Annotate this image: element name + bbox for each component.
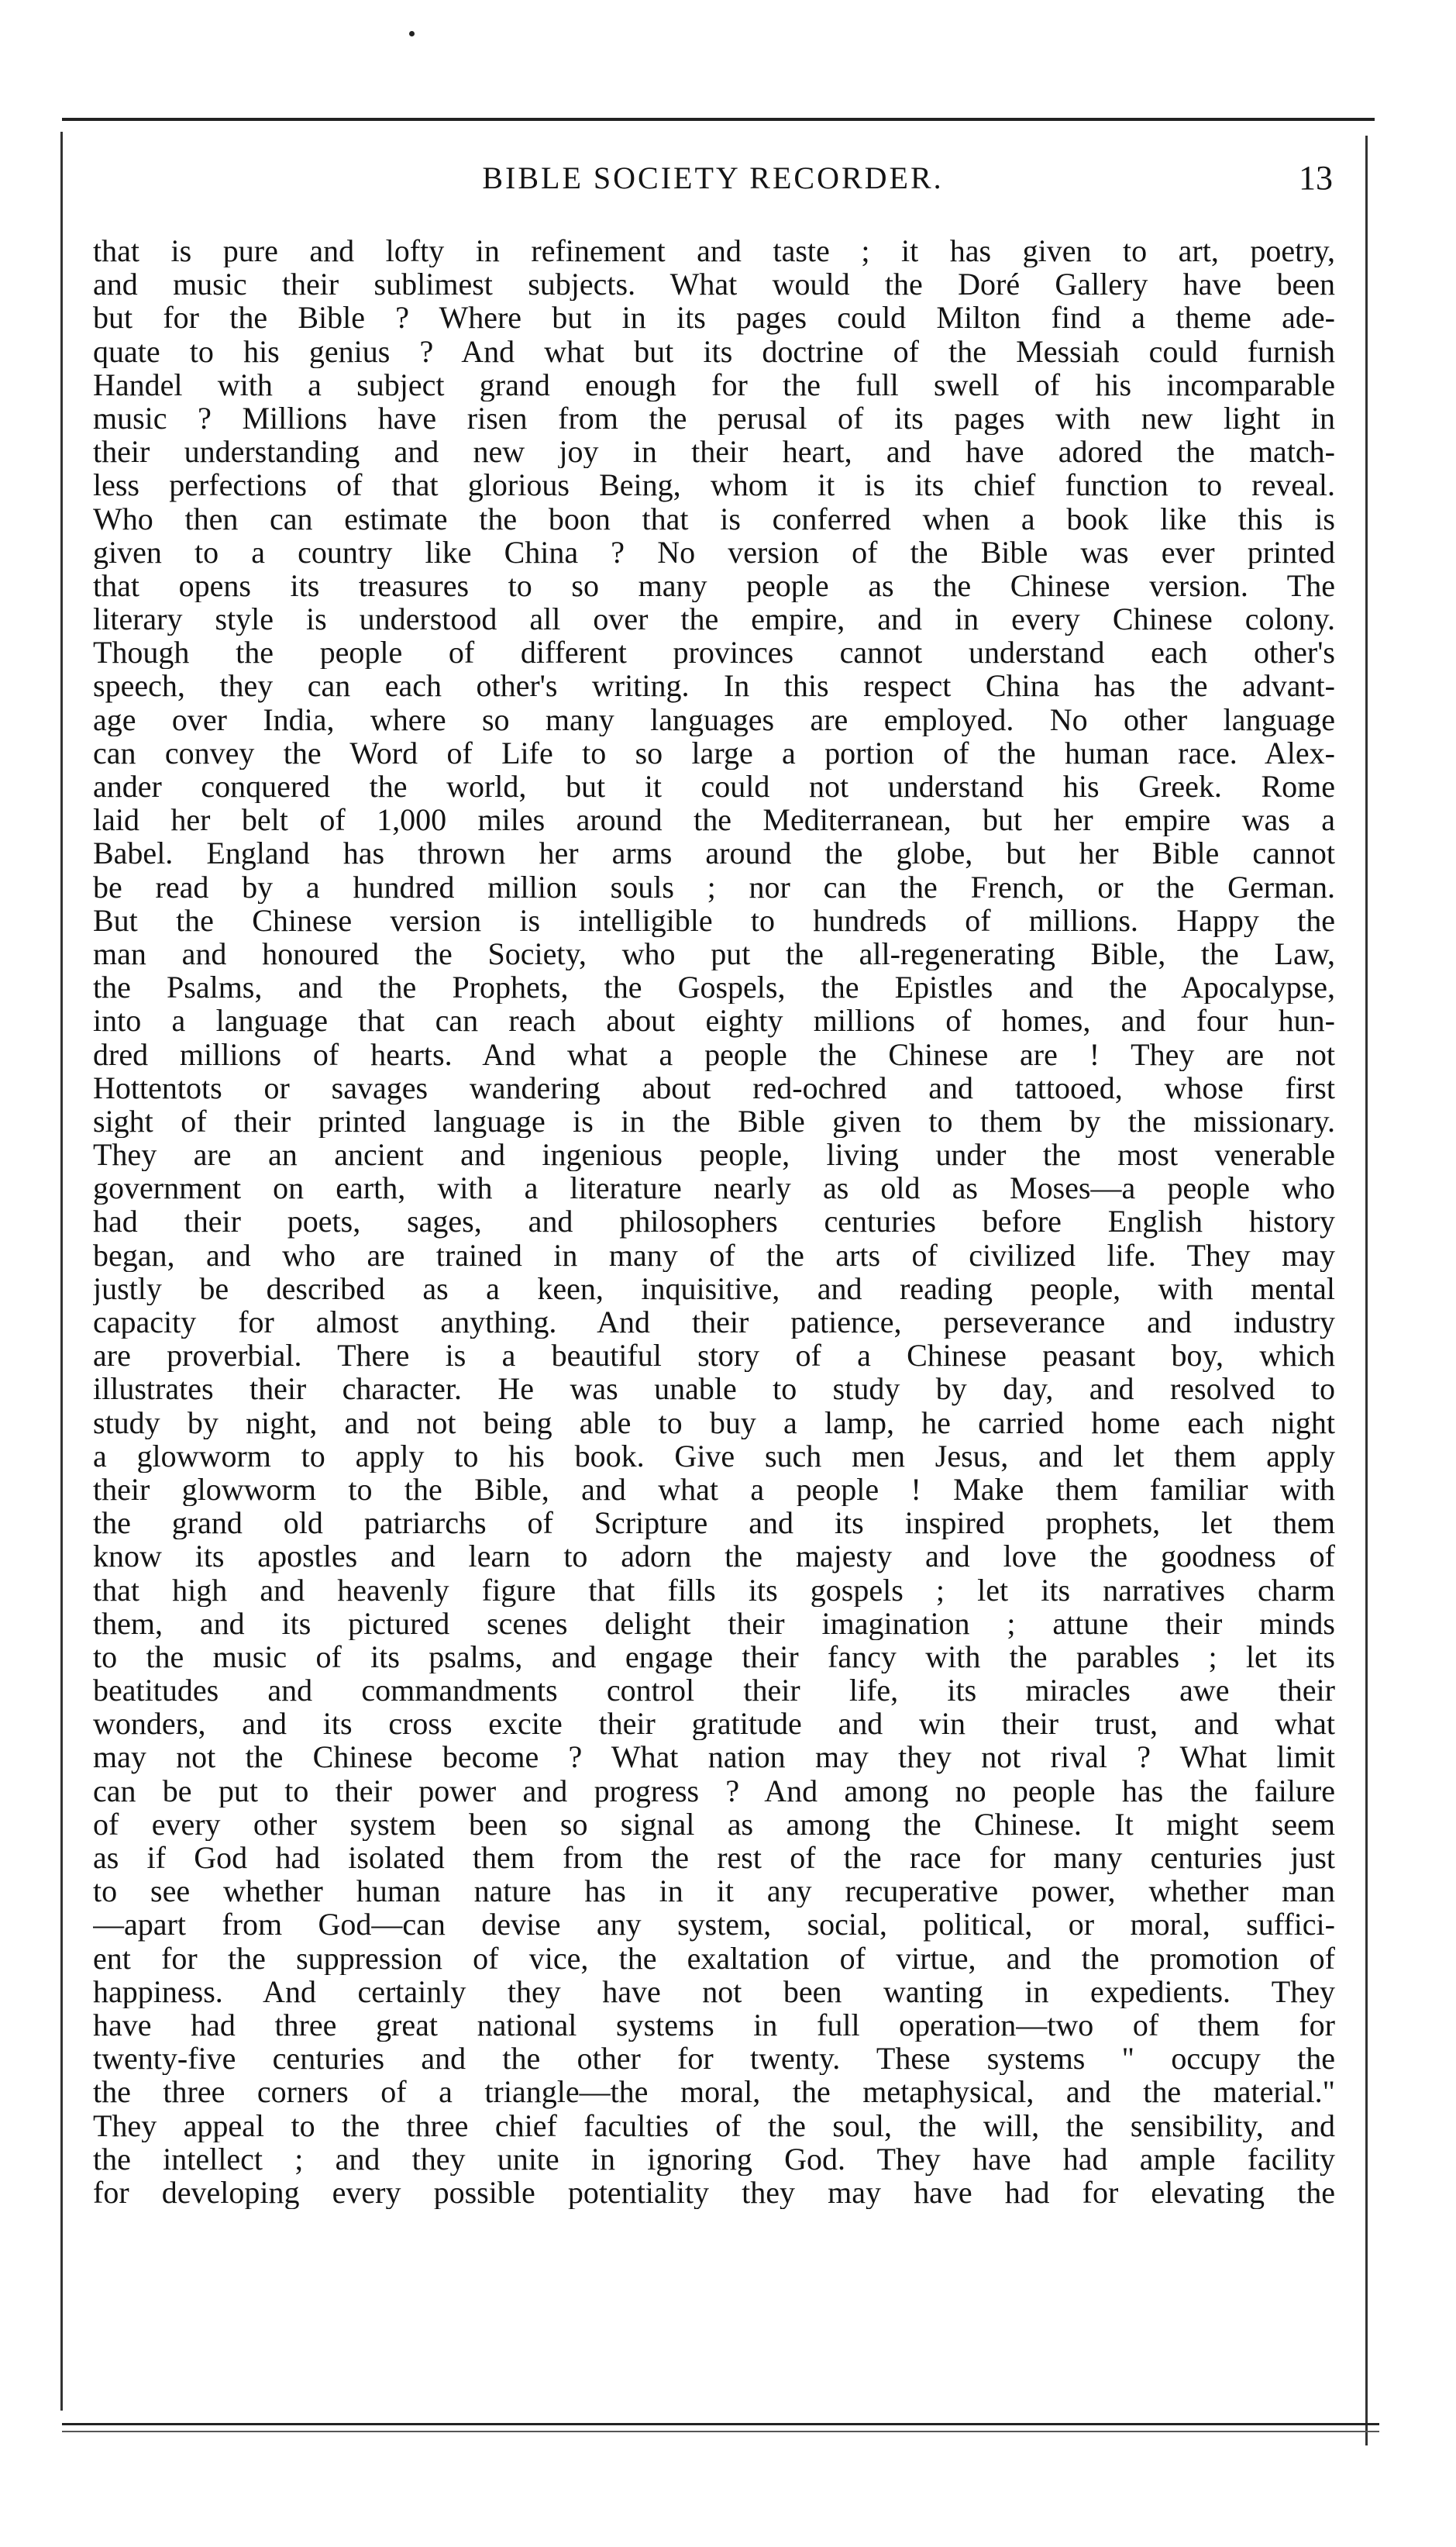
text-line: their understanding and new joy in their heart, and have adored the match- <box>93 435 1335 469</box>
text-line: —apart from God—can devise any system, social, political, or moral, suffici- <box>93 1908 1335 1942</box>
top-rule <box>62 118 1375 121</box>
text-line: for developing every possible potentiality they may have had for elevating the <box>93 2175 1335 2210</box>
speck-mark <box>409 31 415 36</box>
text-line: age over India, where so many languages are employed. No other language <box>93 702 1335 736</box>
text-line: twenty-five centuries and the other for twenty. These systems " occupy the <box>93 2042 1335 2076</box>
text-line: a glowworm to apply to his book. Give such men Jesus, and let them apply <box>93 1439 1335 1473</box>
text-line: Hottentots or savages wandering about red-ochred and tattooed, whose first <box>93 1070 1335 1105</box>
text-line: government on earth, with a literature nearly as old as Moses—a people who <box>93 1171 1335 1205</box>
text-line: capacity for almost anything. And their patience, perseverance and industry <box>93 1305 1335 1339</box>
text-line: happiness. And certainly they have not been wanting in expedients. They <box>93 1974 1335 2008</box>
text-line: and music their sublimest subjects. What would the Doré Gallery have been <box>93 267 1335 302</box>
text-line: but for the Bible ? Where but in its pages could Milton find a theme ade- <box>93 301 1335 335</box>
text-line: have had three great national systems in full operation—two of them for <box>93 2008 1335 2042</box>
text-line: Who then can estimate the boon that is conferred when a book like this is <box>93 501 1335 536</box>
text-line: Babel. England has thrown her arms around the globe, but her Bible cannot <box>93 836 1335 870</box>
text-line: ent for the suppression of vice, the exaltation of virtue, and the promotion of <box>93 1941 1335 1975</box>
text-line: the Psalms, and the Prophets, the Gospels, the Epistles and the Apocalypse, <box>93 970 1335 1005</box>
text-line: as if God had isolated them from the rest of the race for many centuries just <box>93 1841 1335 1875</box>
text-line: speech, they can each other's writing. In this respect China has the advant- <box>93 669 1335 703</box>
bottom-rule-secondary <box>62 2431 1379 2432</box>
page-number: 13 <box>1299 159 1333 197</box>
text-line: wonders, and its cross excite their gratitude and win their trust, and what <box>93 1707 1335 1741</box>
text-line: the three corners of a triangle—the moral, the metaphysical, and the material." <box>93 2075 1335 2109</box>
text-line: They are an ancient and ingenious people, living under the most venerable <box>93 1138 1335 1172</box>
text-line: began, and who are trained in many of the arts of civilized life. They may <box>93 1238 1335 1272</box>
text-line: literary style is understood all over the empire, and in every Chinese colony. <box>93 602 1335 636</box>
text-line: But the Chinese version is intelligible to hundreds of millions. Happy the <box>93 903 1335 937</box>
right-margin-rule <box>1365 136 1368 2445</box>
text-line: to see whether human nature has in it any recuperative power, whether man <box>93 1874 1335 1908</box>
text-line: that is pure and lofty in refinement and taste ; it has given to art, poetry, <box>93 234 1335 268</box>
text-line: less perfections of that glorious Being, whom it is its chief function to reveal. <box>93 468 1335 502</box>
running-head: BIBLE SOCIETY RECORDER. <box>482 160 944 195</box>
text-line: sight of their printed language is in the Bible given to them by the missionary. <box>93 1104 1335 1139</box>
text-line: study by night, and not being able to buy a lamp, he carried home each night <box>93 1405 1335 1439</box>
text-line: that high and heavenly figure that fills its gospels ; let its narratives charm <box>93 1573 1335 1607</box>
body-text <box>93 234 1335 2209</box>
text-line: ander conquered the world, but it could not understand his Greek. Rome <box>93 770 1335 804</box>
text-line: the grand old patriarchs of Scripture and its inspired prophets, let them <box>93 1506 1335 1540</box>
text-line: their glowworm to the Bible, and what a people ! Make them familiar with <box>93 1472 1335 1507</box>
text-line: of every other system been so signal as among the Chinese. It might seem <box>93 1807 1335 1841</box>
text-line: Handel with a subject grand enough for the full swell of his incomparable <box>93 367 1335 402</box>
text-line: that opens its treasures to so many people as the Chinese version. The <box>93 568 1335 603</box>
text-line: Though the people of different provinces cannot understand each other's <box>93 636 1335 670</box>
text-line: man and honoured the Society, who put the all-regenerating Bible, the Law, <box>93 936 1335 971</box>
bottom-rule <box>62 2423 1379 2425</box>
text-line: know its apostles and learn to adorn the majesty and love the goodness of <box>93 1539 1335 1573</box>
text-line: laid her belt of 1,000 miles around the Mediterranean, but her empire was a <box>93 803 1335 837</box>
text-line: given to a country like China ? No version of the Bible was ever printed <box>93 535 1335 569</box>
text-line: may not the Chinese become ? What nation may they not rival ? What limit <box>93 1740 1335 1774</box>
text-line: them, and its pictured scenes delight their imagination ; attune their minds <box>93 1606 1335 1640</box>
text-line: be read by a hundred million souls ; nor can the French, or the German. <box>93 870 1335 904</box>
text-line: had their poets, sages, and philosophers centuries before English history <box>93 1205 1335 1239</box>
text-line: music ? Millions have risen from the perusal of its pages with new light in <box>93 401 1335 436</box>
text-line: justly be described as a keen, inquisitive, and reading people, with mental <box>93 1271 1335 1305</box>
text-line: beatitudes and commandments control their life, its miracles awe their <box>93 1673 1335 1708</box>
left-margin-rule <box>60 132 63 2411</box>
text-line: the intellect ; and they unite in ignoring God. They have had ample facility <box>93 2142 1335 2176</box>
text-line: illustrates their character. He was unable to study by day, and resolved to <box>93 1372 1335 1406</box>
text-line: can convey the Word of Life to so large a portion of the human race. Alex- <box>93 736 1335 770</box>
page-header <box>93 155 1333 202</box>
text-line: to the music of its psalms, and engage their fancy with the parables ; let its <box>93 1639 1335 1674</box>
text-line: dred millions of hearts. And what a people the Chinese are ! They are not <box>93 1037 1335 1071</box>
text-line: into a language that can reach about eighty millions of homes, and four hun- <box>93 1004 1335 1038</box>
text-line: quate to his genius ? And what but its doctrine of the Messiah could furnish <box>93 334 1335 368</box>
text-line: can be put to their power and progress ? And among no people has the failure <box>93 1773 1335 1808</box>
text-line: They appeal to the three chief faculties of the soul, the will, the sensibility, and <box>93 2108 1335 2142</box>
text-line: are proverbial. There is a beautiful story of a Chinese peasant boy, which <box>93 1339 1335 1373</box>
